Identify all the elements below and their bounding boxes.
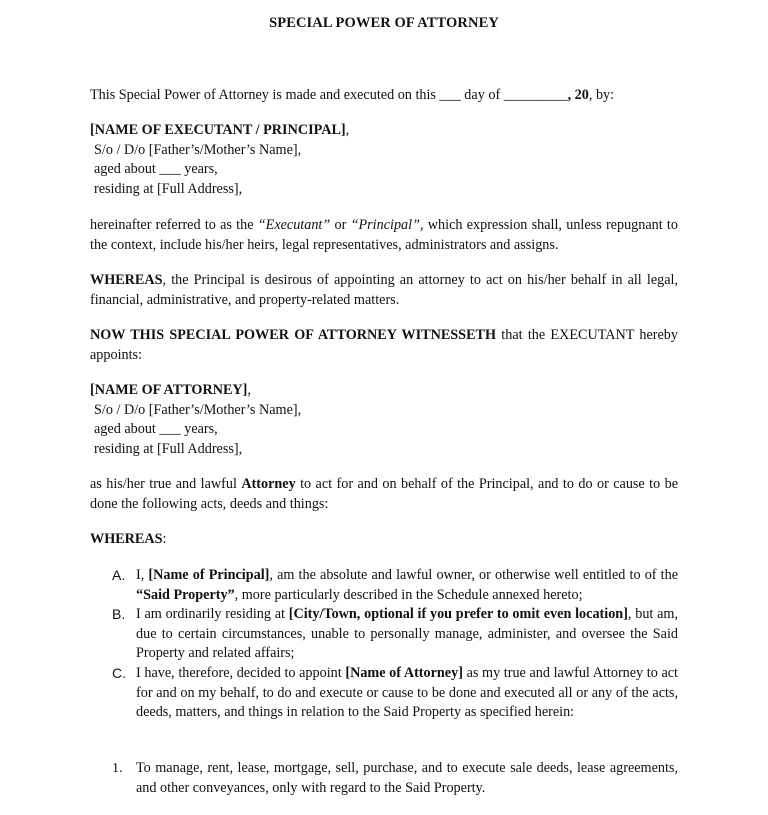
appointment-bold: Attorney bbox=[241, 476, 296, 492]
appointment-part2: to act for and on behalf of the Principal, and to do or cause to be done the following acts, deeds and things: bbox=[90, 476, 678, 512]
executant-name: [NAME OF EXECUTANT / PRINCIPAL] bbox=[90, 122, 346, 138]
recital-a-part2: , am the absolute and lawful owner, or otherwise well entitled to of the bbox=[269, 567, 678, 583]
intro-text: This Special Power of Attorney is made and executed on this ___ day of _________ bbox=[90, 87, 568, 103]
recital-a-part3: , more particularly described in the Schedule annexed hereto; bbox=[234, 586, 583, 603]
attorney-block bbox=[90, 381, 678, 459]
recital-marker: B. bbox=[112, 606, 126, 622]
executant-name-line bbox=[90, 121, 678, 141]
recital-text bbox=[136, 605, 678, 664]
attorney-name-suffix: , bbox=[247, 382, 251, 398]
recital-a bbox=[90, 566, 678, 605]
document-title: SPECIAL POWER OF ATTORNEY bbox=[269, 15, 499, 31]
witnesseth-paragraph bbox=[90, 326, 678, 365]
appointment-paragraph bbox=[90, 475, 678, 514]
recital-text bbox=[136, 664, 678, 723]
executant-name-suffix: , bbox=[345, 122, 350, 138]
recital-a-bold1: [Name of Principal] bbox=[148, 567, 270, 583]
executant-term: “Executant” bbox=[257, 217, 331, 233]
attorney-relation: S/o / D/o [Father’s/Mother’s Name], bbox=[94, 401, 302, 418]
recital-a-part1: I, bbox=[136, 567, 149, 583]
attorney-name-line bbox=[90, 381, 678, 401]
executant-relation: S/o / D/o [Father’s/Mother’s Name], bbox=[94, 141, 302, 158]
recital-b-part1: I am ordinarily residing at bbox=[136, 606, 289, 622]
intro-paragraph bbox=[90, 86, 678, 106]
whereas-heading bbox=[90, 530, 678, 550]
recital-b-part2: , but am, due to certain circumstances, unable to personally manage, administer, and oversee the Said Property and related affairs; bbox=[136, 606, 678, 661]
principal-term: “Principal” bbox=[350, 217, 420, 233]
attorney-age: aged about ___ years, bbox=[94, 421, 218, 437]
whereas-heading-suffix: : bbox=[162, 531, 167, 547]
recital-marker: A. bbox=[112, 567, 126, 583]
whereas-heading-bold: WHEREAS bbox=[90, 531, 163, 547]
intro-year: , 20 bbox=[567, 87, 589, 103]
power-marker: 1. bbox=[112, 761, 123, 776]
recital-c bbox=[90, 664, 678, 723]
executant-block bbox=[90, 121, 678, 199]
hereinafter-paragraph bbox=[90, 216, 678, 255]
attorney-address: residing at [Full Address], bbox=[94, 440, 243, 457]
witnesseth-bold: NOW THIS SPECIAL POWER OF ATTORNEY WITNESSETH bbox=[90, 327, 497, 343]
attorney-name: [NAME OF ATTORNEY] bbox=[90, 382, 248, 398]
power-text: To manage, rent, lease, mortgage, sell, purchase, and to execute sale deeds, lease agreements, and other conveyances, only with regard to the Said Property. bbox=[136, 760, 678, 796]
recital-marker: C. bbox=[112, 665, 126, 681]
power-1 bbox=[90, 759, 678, 798]
appointment-part1: as his/her true and lawful bbox=[90, 476, 242, 492]
recital-c-bold1: [Name of Attorney] bbox=[345, 665, 463, 681]
whereas-text: , the Principal is desirous of appointing an attorney to act on his/her behalf in all legal, financial, administrative, and property-related matters. bbox=[90, 272, 678, 308]
executant-address: residing at [Full Address], bbox=[94, 180, 243, 197]
whereas-bold: WHEREAS bbox=[90, 272, 163, 288]
intro-end: , by: bbox=[588, 87, 615, 103]
recital-b-bold1: [City/Town, optional if you prefer to omit even location] bbox=[288, 606, 628, 622]
recital-b bbox=[90, 605, 678, 664]
hereinafter-part1: hereinafter referred to as the bbox=[90, 217, 258, 233]
executant-age: aged about ___ years, bbox=[94, 161, 218, 177]
hereinafter-part2: , which expression shall, unless repugnant to the context, include his/her heirs, legal representatives, administrators and assigns. bbox=[90, 217, 678, 253]
witnesseth-text: that the EXECUTANT hereby appoints: bbox=[90, 327, 678, 363]
recital-c-part2: as my true and lawful Attorney to act for and on my behalf, to do and execute or cause to be done and executed all or any of the acts, deeds, matters, and things in relation to the Said Property as specified herein: bbox=[136, 665, 679, 720]
recital-a-bold2: “Said Property” bbox=[136, 586, 235, 603]
recital-c-part1: I have, therefore, decided to appoint bbox=[136, 665, 346, 681]
recital-text bbox=[136, 566, 678, 605]
hereinafter-or: or bbox=[330, 217, 351, 233]
whereas-paragraph bbox=[90, 271, 678, 310]
